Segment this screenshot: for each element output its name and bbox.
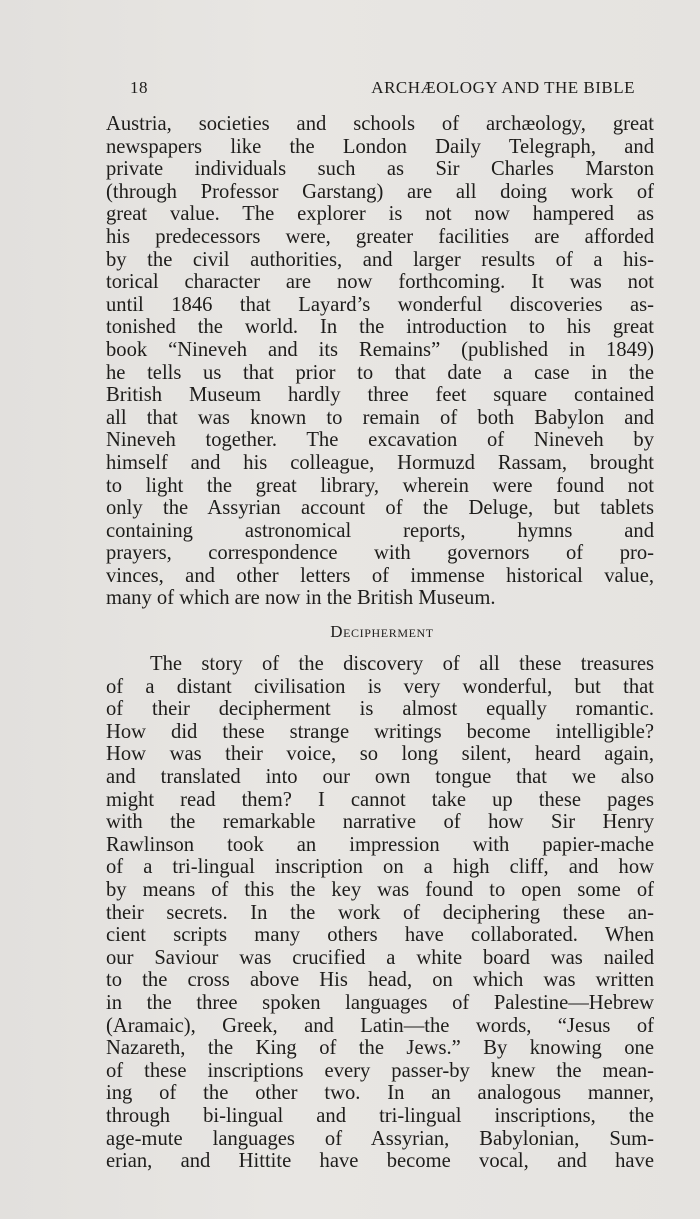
text-line: cient scripts many others have collaborated. When <box>106 924 654 947</box>
page-header <box>130 78 635 102</box>
text-line: newspapers like the London Daily Telegraph, and <box>106 135 654 158</box>
text-line: himself and his colleague, Hormuzd Rassam, brought <box>106 451 654 474</box>
text-line: until 1846 that Layard’s wonderful discoveries as- <box>106 293 654 316</box>
text-line: erian, and Hittite have become vocal, and have <box>106 1150 654 1173</box>
text-line: Rawlinson took an impression with papier-mache <box>106 833 654 856</box>
text-line: by means of this the key was found to open some of <box>106 879 654 901</box>
page-number: 18 <box>130 78 148 97</box>
text-line: to the cross above His head, on which was written <box>106 969 654 992</box>
text-line: British Museum hardly three feet square contained <box>106 384 654 407</box>
text-line: many of which are now in the British Museum. <box>106 587 496 610</box>
text-line: How was their voice, so long silent, heard again, <box>106 743 654 766</box>
text-line: might read them? I cannot take up these pages <box>106 788 654 811</box>
text-line: he tells us that prior to that date a case in the <box>106 361 654 384</box>
text-line: of these inscriptions every passer-by knew the mean- <box>106 1059 654 1082</box>
text-line: (through Professor Garstang) are all doing work of <box>106 180 654 203</box>
text-line: his predecessors were, greater facilities are afforded <box>106 225 654 248</box>
text-line: private individuals such as Sir Charles Marston <box>106 158 654 181</box>
paragraph-1 <box>106 113 654 610</box>
text-line: vinces, and other letters of immense historical value, <box>106 564 654 587</box>
text-line: of a tri-lingual inscription on a high cliff, and how <box>106 856 654 879</box>
text-line: age-mute languages of Assyrian, Babylonian, Sum- <box>106 1127 654 1150</box>
text-line: Nazareth, the King of the Jews.” By knowing one <box>106 1037 654 1060</box>
text-line: with the remarkable narrative of how Sir Henry <box>106 811 654 834</box>
text-line: containing astronomical reports, hymns and <box>106 519 654 542</box>
text-line: only the Assyrian account of the Deluge, but tablets <box>106 497 654 520</box>
text-line: through bi-lingual and tri-lingual inscriptions, the <box>106 1104 654 1127</box>
text-line: book “Nineveh and its Remains” (published in 1849) <box>106 338 654 361</box>
text-line: tonished the world. In the introduction to his great <box>106 316 654 339</box>
text-line: Nineveh together. The excavation of Nineveh by <box>106 429 654 452</box>
paragraph-2 <box>106 653 654 1173</box>
text-line: The story of the discovery of all these treasures <box>150 653 654 676</box>
text-line: ing of the other two. In an analogous manner, <box>106 1082 654 1105</box>
text-line: Austria, societies and schools of archæology, great <box>106 113 654 135</box>
text-line: our Saviour was crucified a white board was nailed <box>106 946 654 969</box>
text-line: all that was known to remain of both Babylon and <box>106 406 654 429</box>
text-line: in the three spoken languages of Palestine—Hebrew <box>106 991 654 1014</box>
running-head: ARCHÆOLOGY AND THE BIBLE <box>371 78 635 97</box>
text-line: How did these strange writings become intelligible? <box>106 720 654 743</box>
page-body <box>106 113 654 1173</box>
text-line: to light the great library, wherein were found not <box>106 474 654 497</box>
text-line: torical character are now forthcoming. It was not <box>106 271 654 294</box>
section-heading: Decipherment <box>330 622 434 642</box>
text-line: by the civil authorities, and larger results of a his- <box>106 248 654 271</box>
text-line: of a distant civilisation is very wonderful, but that <box>106 675 654 698</box>
text-line: prayers, correspondence with governors of pro- <box>106 542 654 565</box>
text-line: great value. The explorer is not now hampered as <box>106 203 654 226</box>
text-line: their secrets. In the work of deciphering these an- <box>106 901 654 924</box>
text-line: and translated into our own tongue that we also <box>106 766 654 789</box>
text-line: of their decipherment is almost equally romantic. <box>106 698 654 721</box>
text-line: (Aramaic), Greek, and Latin—the words, “Jesus of <box>106 1014 654 1037</box>
